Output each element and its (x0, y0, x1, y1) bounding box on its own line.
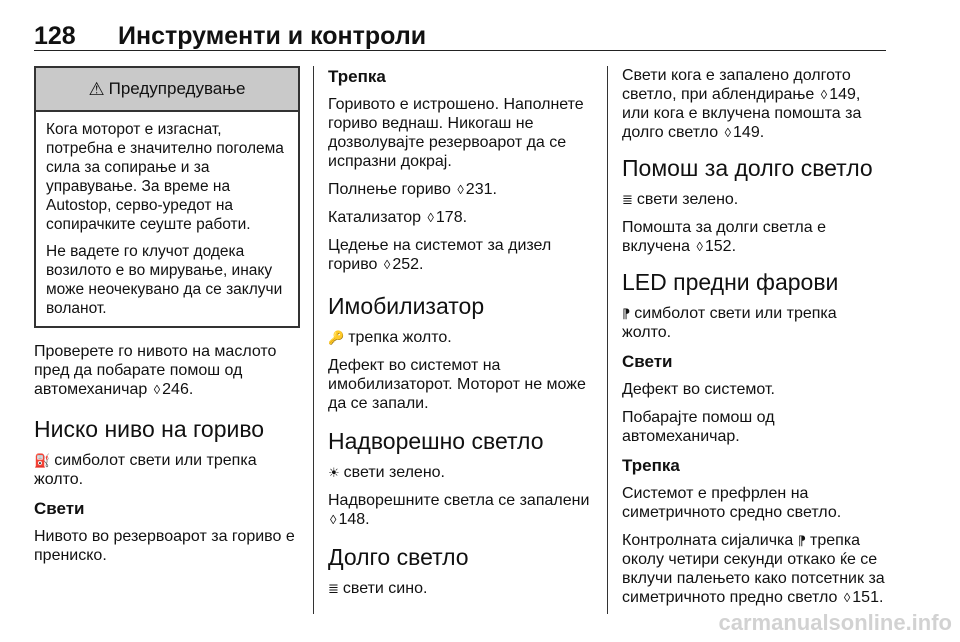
paragraph (34, 451, 300, 489)
paragraph (622, 218, 888, 256)
symbol-text: трепка жолто. (348, 329, 452, 346)
column-1 (34, 66, 300, 574)
exterior-light-icon: ☀ (328, 465, 340, 480)
paragraph (328, 180, 596, 199)
led-flash-text: Контролната сијаличка (622, 532, 794, 549)
column-3 (622, 66, 888, 616)
paragraph (328, 208, 596, 227)
xref-text: Полнење гориво (328, 181, 451, 198)
fuel-pump-icon: ⛽ (34, 453, 51, 468)
page-ref-link[interactable]: 149. (733, 124, 765, 141)
warning-header (36, 68, 298, 112)
section-heading: LED предни фарови (622, 269, 839, 295)
page-ref-link[interactable]: 152. (704, 238, 737, 255)
page-ref-arrow-icon: ◊ (696, 239, 703, 254)
warning-triangle-icon: ⚠ (88, 78, 105, 99)
page-title: Инструменти и контроли (118, 22, 427, 50)
paragraph: Системот е префрлен на симетричното средно светло. (622, 485, 842, 521)
paragraph (622, 66, 888, 142)
assist-text: Помошта за долги светла е вклучена (622, 219, 826, 255)
paragraph (328, 328, 596, 347)
paragraph (328, 491, 596, 529)
page-ref-link[interactable]: 178. (435, 209, 468, 226)
page-ref-link[interactable]: 252. (392, 256, 424, 273)
paragraph (328, 579, 596, 598)
page-ref-arrow-icon: ◊ (153, 382, 161, 397)
paragraph: Дефект во системот на имобилизаторот. Моторот не може да се запали. (328, 357, 586, 412)
symbol-text: свети зелено. (343, 464, 445, 481)
paragraph (622, 304, 888, 342)
paragraph: Дефект во системот. (622, 381, 775, 398)
column-divider (313, 66, 314, 614)
page-ref-link[interactable]: 148. (338, 511, 370, 528)
watermark: carmanualsonline.info (718, 610, 952, 635)
subsection-heading: Трепка (328, 67, 386, 86)
paragraph: Побарајте помош од автомеханичар. (622, 409, 775, 445)
symbol-text: симболот свети или трепка жолто. (34, 452, 257, 488)
subsection-heading: Свети (622, 352, 673, 371)
paragraph (328, 236, 596, 274)
lit-when-text: Свети кога е запалено долгото светло, при аблендирање (622, 67, 851, 103)
page-ref-arrow-icon: ◊ (724, 125, 732, 140)
page-ref-link[interactable]: 151. (852, 589, 884, 606)
paragraph (328, 463, 596, 482)
oil-check-text: Проверете го нивото на маслото пред да побарате помош од автомеханичар (34, 343, 277, 398)
page-ref-arrow-icon: ◊ (820, 87, 828, 102)
paragraph: Нивото во резервоарот за гориво е прениско. (34, 528, 295, 564)
high-beam-assist-icon: ≣ (622, 192, 633, 207)
warning-box (34, 66, 300, 328)
led-flash-text: трепка околу четири секунди откако ќе се вклучи палењето како потсетник за симетричното предно светло (622, 532, 885, 606)
symbol-text: свети сино. (342, 580, 428, 597)
section-heading: Долго светло (328, 544, 469, 570)
section-heading: Надворешно светло (328, 428, 544, 454)
section-heading: Ниско ниво на гориво (34, 416, 265, 442)
section-heading: Имобилизатор (328, 293, 485, 319)
paragraph (622, 531, 888, 607)
paragraph: Горивото е истрошено. Наполнете гориво веднаш. Никогаш не дозволувајте резервоарот да се испразни докрај. (328, 96, 584, 170)
paragraph (34, 342, 300, 399)
warning-body (36, 112, 298, 326)
section-heading: Помош за долго светло (622, 155, 873, 181)
page-number: 128 (34, 22, 76, 50)
page-ref-link[interactable]: 149, (829, 86, 861, 103)
subsection-heading: Трепка (622, 456, 680, 475)
warning-text: Кога моторот е изгаснат, потребна е значително поголема сила за сопирање и за управување. За време на Autostop, серво-уредот на сопирачките сеуште работи. (46, 121, 284, 233)
page-ref-arrow-icon: ◊ (427, 210, 434, 225)
column-2 (328, 66, 596, 607)
column-divider (607, 66, 608, 614)
car-key-icon: 🔑 (328, 330, 345, 345)
page-ref-link[interactable]: 246. (162, 381, 194, 398)
header-rule (34, 50, 886, 51)
warning-text: Не вадете го клучот додека возилото е во мирување, инаку може неочекувано да се заклучи воланот. (46, 243, 283, 317)
paragraph (622, 190, 888, 209)
page-ref-arrow-icon: ◊ (843, 590, 851, 605)
lit-when-text: или кога е вклучена помошта за долго светло (622, 105, 862, 141)
xref-text: Цедење на системот за дизел гориво (328, 237, 552, 273)
exterior-text: Надворешните светла се запалени (328, 492, 590, 509)
warning-title: Предупредување (108, 79, 246, 98)
page-ref-arrow-icon: ◊ (383, 257, 391, 272)
subsection-heading: Свети (34, 499, 85, 518)
symbol-text: свети зелено. (636, 191, 739, 208)
page-ref-link[interactable]: 231. (465, 181, 497, 198)
page-ref-arrow-icon: ◊ (457, 182, 464, 197)
page-header (34, 14, 886, 48)
led-headlight-icon: ⁋ (622, 306, 631, 321)
led-headlight-icon: ⁋ (797, 533, 807, 548)
symbol-text: симболот свети или трепка жолто. (622, 305, 837, 341)
high-beam-icon: ≣ (328, 581, 339, 596)
page-ref-arrow-icon: ◊ (330, 512, 337, 527)
xref-text: Катализатор (328, 209, 422, 226)
